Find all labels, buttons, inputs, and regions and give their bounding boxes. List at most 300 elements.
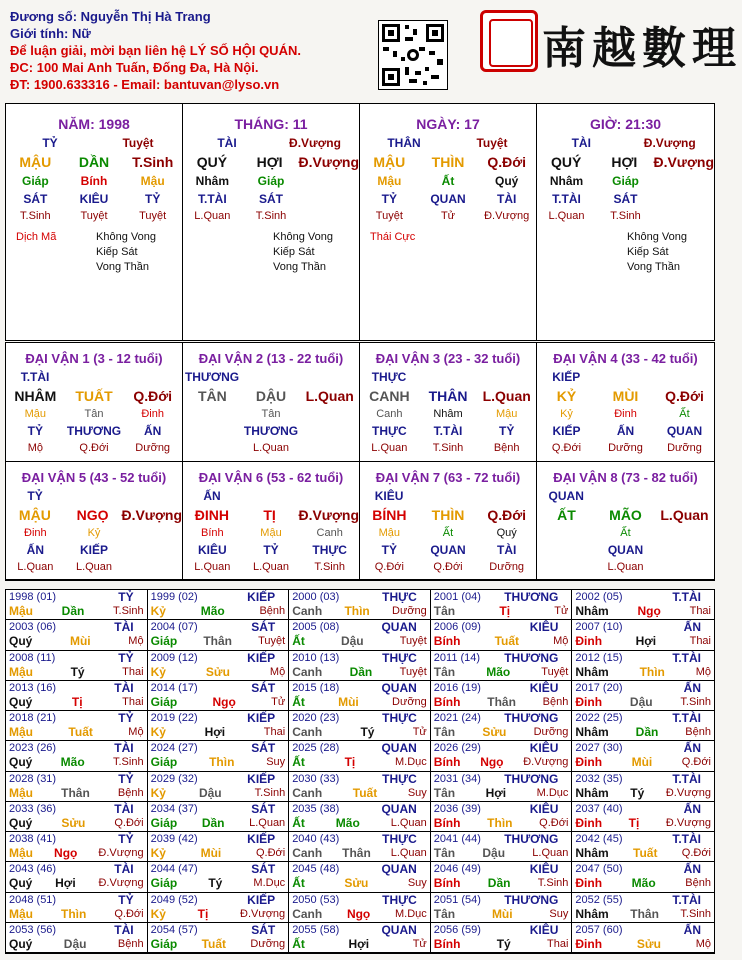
year-cell[interactable] <box>6 832 148 862</box>
year-stage: Đ.Vượng <box>240 907 286 920</box>
year-branch: Sửu <box>61 815 86 830</box>
year-cell[interactable] <box>431 590 573 620</box>
dai-van-hidden-stems-item: Canh <box>316 526 343 539</box>
year-stage: Mộ <box>269 665 286 678</box>
year-top <box>572 832 714 846</box>
pillar-star: THÂN <box>387 136 421 150</box>
year-bottom <box>289 846 430 860</box>
year-top <box>148 893 289 907</box>
year-bottom <box>6 786 147 800</box>
year-cell[interactable] <box>148 862 290 892</box>
year-top <box>6 711 147 725</box>
pillar-ten-gods-item: T.TÀI <box>552 192 581 206</box>
year-top <box>6 832 147 846</box>
year-cell[interactable] <box>148 772 290 802</box>
year-label: 2052 (55) <box>575 893 623 906</box>
year-stem: Quý <box>9 755 33 770</box>
year-cell[interactable] <box>6 862 148 892</box>
year-bottom <box>431 816 572 830</box>
year-cell[interactable] <box>6 711 148 741</box>
dai-van-stem-branch-item: L.Quan <box>482 388 531 404</box>
year-cell[interactable] <box>572 862 714 892</box>
dai-van-stem-branch <box>6 507 182 523</box>
year-stage: Đ.Vượng <box>665 786 711 799</box>
year-branch: Tuất <box>201 936 227 951</box>
pillar-top-row <box>537 136 714 150</box>
year-bottom <box>148 665 289 679</box>
dai-van-life-stages-item: Dưỡng <box>489 560 525 573</box>
dai-van-ten-gods <box>6 543 182 557</box>
dai-van-cell[interactable] <box>537 343 714 462</box>
dai-van-hidden-stems-item: Mậu <box>495 408 518 420</box>
year-label: 2040 (43) <box>292 833 340 845</box>
year-god: QUAN <box>381 741 417 756</box>
year-god: KIÊU <box>529 680 559 695</box>
year-stem: Mậu <box>9 725 33 739</box>
dai-van-stem-branch-item: DẬU <box>255 388 287 404</box>
dai-van-ten-gods-item: TỶ <box>499 424 515 438</box>
year-cell[interactable] <box>148 802 290 832</box>
year-branch: Thân <box>487 694 516 709</box>
year-cell[interactable] <box>6 802 148 832</box>
year-top <box>6 741 147 755</box>
pillar-hidden-stems-item: Quý <box>495 174 519 188</box>
year-top <box>148 923 289 937</box>
pillar-star: TÀI <box>217 136 237 150</box>
year-bottom <box>431 695 572 709</box>
year-stem: Mậu <box>9 906 33 921</box>
dai-van-cell[interactable] <box>537 462 714 581</box>
year-god: KIÊU <box>529 922 559 937</box>
year-god: KIẾP <box>247 590 276 604</box>
year-cell[interactable] <box>289 590 431 620</box>
year-stem: Đinh <box>575 694 603 709</box>
pillar-hidden-stems-item: Giáp <box>612 174 639 188</box>
dai-van-life-stages-item: Dưỡng <box>667 442 702 454</box>
dai-van-hidden-stems <box>6 527 182 539</box>
year-label: 2031 (34) <box>433 772 481 785</box>
year-cell[interactable] <box>431 620 573 650</box>
year-cell[interactable] <box>289 741 431 771</box>
year-bottom <box>572 816 714 830</box>
year-bottom <box>431 907 572 921</box>
dai-van-cell[interactable] <box>360 462 537 581</box>
year-stage: L.Quan <box>390 847 427 859</box>
year-god: THỰC <box>382 771 417 786</box>
year-label: 2012 (15) <box>575 651 623 664</box>
pillar-stem-branch <box>183 154 359 170</box>
year-top <box>431 620 572 634</box>
pillar-ten-gods <box>183 192 359 206</box>
dai-van-hidden-stems-item <box>300 408 359 420</box>
year-cell[interactable] <box>148 741 290 771</box>
year-bottom <box>6 634 147 648</box>
year-branch: Dần <box>61 604 85 618</box>
year-top <box>289 772 430 786</box>
year-cell[interactable] <box>6 681 148 711</box>
year-god: THỰC <box>382 832 417 846</box>
dai-van-cell[interactable] <box>183 343 360 462</box>
dai-van-top <box>360 489 536 503</box>
pillar-title: NĂM: 1998 <box>58 116 130 132</box>
year-bottom <box>431 604 572 618</box>
dai-van-life-stages-item: L.Quan <box>75 560 113 573</box>
year-cell[interactable] <box>289 802 431 832</box>
year-stage: Bệnh <box>117 937 144 950</box>
year-cell[interactable] <box>148 923 290 953</box>
year-cell[interactable] <box>289 681 431 711</box>
year-cell[interactable] <box>148 832 290 862</box>
year-stage: T.Sinh <box>113 756 144 769</box>
year-cell[interactable] <box>289 923 431 953</box>
year-label: 2050 (53) <box>292 893 340 906</box>
year-branch: Tị <box>344 755 356 770</box>
dai-van-title: ĐẠI VẬN 7 (63 - 72 tuổi) <box>375 469 521 485</box>
year-cell[interactable] <box>289 893 431 923</box>
pillar-ten-gods-item: KIÊU <box>79 192 109 206</box>
year-cell[interactable] <box>431 651 573 681</box>
year-stage: Suy <box>549 907 569 920</box>
dai-van-hidden-stems <box>360 527 536 539</box>
year-label: 2016 (19) <box>433 681 481 694</box>
pillar-life-stages <box>360 210 536 222</box>
dai-van-cell[interactable] <box>6 462 183 581</box>
year-bottom <box>289 907 430 921</box>
dai-van-hidden-stems <box>183 527 359 539</box>
dai-van-life-stages-item: Dưỡng <box>135 442 171 454</box>
dai-van-life-stages-item: T.Sinh <box>314 560 345 573</box>
year-cell[interactable] <box>6 923 148 953</box>
year-cell[interactable] <box>431 741 573 771</box>
year-cell[interactable] <box>289 651 431 681</box>
dai-van-hidden-stems <box>360 408 536 420</box>
year-bottom <box>431 725 572 739</box>
dai-van-ten-gods-item: TỶ <box>27 424 43 438</box>
year-stage: T.Sinh <box>680 695 711 708</box>
year-stem: Canh <box>292 846 323 860</box>
pillar-life-stages-item: T.Sinh <box>20 210 51 222</box>
year-cell[interactable] <box>431 832 573 862</box>
dai-van-life-stages-item <box>655 561 714 573</box>
dai-van-hidden-stems <box>6 408 182 420</box>
year-bottom <box>148 846 289 860</box>
dai-van-stem-branch <box>183 507 359 523</box>
year-cell[interactable] <box>572 802 714 832</box>
year-god: QUAN <box>381 922 417 937</box>
dai-van-life-stages-item: L.Quan <box>252 442 290 454</box>
pillar-stage: Đ.Vượng <box>289 136 341 150</box>
dai-van-hidden-stems-item: Đinh <box>141 408 164 420</box>
year-bottom <box>431 665 572 679</box>
year-bottom <box>572 755 714 769</box>
year-label: 2049 (52) <box>150 893 198 906</box>
pillar-life-stages-item: Tử <box>440 210 456 222</box>
year-branch: Tị <box>628 815 640 830</box>
gender: Giới tính: Nữ <box>10 26 91 41</box>
dai-van-ten-gods <box>6 424 182 438</box>
year-stem: Giáp <box>150 755 178 770</box>
year-bottom <box>6 937 147 951</box>
pillar-note: Vong Thần <box>627 261 681 273</box>
year-bottom <box>148 725 289 739</box>
year-god: QUAN <box>381 620 417 635</box>
dai-van-star: ẤN <box>203 488 221 503</box>
dai-van-hidden-stems-item: Ất <box>442 526 454 539</box>
year-god: TỶ <box>118 650 134 665</box>
year-cell[interactable] <box>289 832 431 862</box>
year-label: 2015 (18) <box>292 681 340 694</box>
year-branch: Tuất <box>633 846 658 860</box>
dai-van-top <box>537 489 714 503</box>
year-branch: Thìn <box>639 664 665 679</box>
year-cell[interactable] <box>572 590 714 620</box>
year-cell[interactable] <box>431 862 573 892</box>
year-god: QUAN <box>381 680 417 695</box>
year-cell[interactable] <box>572 832 714 862</box>
pillar-hidden-stems <box>6 174 182 188</box>
year-cell[interactable] <box>6 590 148 620</box>
pillar-cell <box>537 104 714 340</box>
year-branch: Tuất <box>352 785 378 800</box>
year-stem: Đinh <box>575 755 603 770</box>
year-label: 1999 (02) <box>150 591 198 603</box>
year-stage: L.Quan <box>390 816 427 829</box>
year-label: 2033 (36) <box>9 802 57 815</box>
pillar-stem-branch-item: QUÝ <box>196 154 228 170</box>
year-bottom <box>572 876 714 890</box>
dai-van-title: ĐẠI VẬN 2 (13 - 22 tuổi) <box>198 351 344 366</box>
year-bottom <box>6 725 147 739</box>
year-bottom <box>148 786 289 800</box>
year-cell[interactable] <box>431 893 573 923</box>
year-cell[interactable] <box>148 651 290 681</box>
year-top <box>289 893 430 907</box>
dai-van-ten-gods-item <box>123 543 182 557</box>
year-branch: Mùi <box>69 634 91 649</box>
year-branch: Ngọ <box>637 604 661 618</box>
dai-van-ten-gods-item: TỶ <box>263 542 279 557</box>
year-stage: Bệnh <box>685 726 711 738</box>
pillar-cell <box>6 104 183 340</box>
year-label: 2026 (29) <box>433 742 481 755</box>
year-label: 2055 (58) <box>292 923 340 936</box>
dai-van-ten-gods-item: THỰC <box>372 424 407 438</box>
year-label: 2043 (46) <box>9 863 57 876</box>
year-cell[interactable] <box>572 772 714 802</box>
pillar-hidden-stems-item: Giáp <box>22 174 49 188</box>
pillar-note: Kiếp Sát <box>627 246 669 258</box>
year-branch: Thân <box>203 634 232 649</box>
year-stage: Bệnh <box>542 695 569 708</box>
year-branch: Thân <box>630 906 659 921</box>
dai-van-stem-branch-item: TUẤT <box>75 388 113 404</box>
year-god: THƯƠNG <box>504 590 559 604</box>
year-label: 2056 (59) <box>433 923 481 936</box>
dai-van-stem-branch-item: Đ.Vượng <box>298 506 360 523</box>
year-bottom <box>6 876 147 890</box>
year-stage: Q.Đới <box>539 816 569 829</box>
year-cell[interactable] <box>289 711 431 741</box>
year-cell[interactable] <box>572 620 714 650</box>
year-top <box>572 590 714 604</box>
dai-van-hidden-stems-item <box>655 527 714 539</box>
dai-van-life-stages <box>360 561 536 573</box>
dai-van-stem-branch-item: Q.Đới <box>487 506 527 523</box>
dai-van-cell[interactable] <box>6 343 183 462</box>
dai-van-ten-gods-item: ẤN <box>26 542 44 557</box>
year-branch: Dần <box>201 815 225 830</box>
year-top <box>431 590 572 604</box>
pillar-ten-gods-item: SÁT <box>23 192 48 206</box>
year-branch: Tý <box>70 664 85 679</box>
year-cell[interactable] <box>431 923 573 953</box>
pillar-ten-gods-item: TỶ <box>145 192 161 206</box>
year-cell[interactable] <box>431 711 573 741</box>
pillar-stem-branch <box>537 154 714 170</box>
year-god: THỰC <box>382 711 417 725</box>
year-stage: L.Quan <box>532 847 569 859</box>
year-god: T.TÀI <box>672 650 701 665</box>
year-cell[interactable] <box>148 711 290 741</box>
pillar-hidden-stems <box>537 174 714 188</box>
year-top <box>431 832 572 846</box>
year-stage: Tử <box>554 605 569 617</box>
year-stage: Suy <box>407 877 427 890</box>
year-cell[interactable] <box>572 893 714 923</box>
year-label: 2025 (28) <box>292 742 340 755</box>
dai-van-life-stages <box>183 561 359 573</box>
year-stem: Nhâm <box>575 785 609 800</box>
year-cell[interactable] <box>148 590 290 620</box>
dai-van-ten-gods <box>537 543 714 557</box>
year-top <box>431 711 572 725</box>
year-cell[interactable] <box>572 711 714 741</box>
year-label: 2011 (14) <box>433 651 481 664</box>
pillar-hidden-stems <box>183 174 359 188</box>
dai-van-ten-gods-item: TÀI <box>497 542 517 557</box>
year-cell[interactable] <box>431 681 573 711</box>
pillar-life-stages-item <box>655 210 714 222</box>
year-label: 2021 (24) <box>433 712 481 724</box>
year-stem: Canh <box>292 906 323 921</box>
pillar-ten-gods-item: SÁT <box>613 192 638 206</box>
pillar-ten-gods-item: QUAN <box>430 192 466 206</box>
year-cell[interactable] <box>572 741 714 771</box>
year-label: 2028 (31) <box>9 772 57 785</box>
dai-van-top <box>6 370 182 384</box>
year-cell[interactable] <box>148 681 290 711</box>
dai-van-stem-branch-item: ẤT <box>557 506 576 523</box>
year-cell[interactable] <box>6 772 148 802</box>
pillar-life-stages-item: T.Sinh <box>255 210 287 222</box>
year-top <box>289 741 430 755</box>
year-god: T.TÀI <box>672 832 701 846</box>
dai-van-life-stages-item: L.Quan <box>371 442 408 454</box>
year-branch: Tuất <box>494 634 520 649</box>
year-cell[interactable] <box>6 651 148 681</box>
dai-van-life-stages <box>537 442 714 454</box>
year-bottom <box>148 634 289 648</box>
year-stem: Quý <box>9 936 33 951</box>
pillar-ten-gods-item <box>300 192 359 206</box>
year-branch: Dậu <box>629 694 653 709</box>
year-branch: Hợi <box>55 876 76 891</box>
year-god: T.TÀI <box>672 711 701 725</box>
year-bottom <box>572 634 714 648</box>
pillar-hidden-stems-item: Giáp <box>257 174 285 188</box>
year-bottom <box>6 665 147 679</box>
year-cell[interactable] <box>572 681 714 711</box>
year-cell[interactable] <box>6 893 148 923</box>
year-label: 2053 (56) <box>9 923 57 936</box>
dai-van-grid <box>5 342 715 581</box>
year-cell[interactable] <box>431 802 573 832</box>
year-branch: Tị <box>197 906 209 921</box>
year-god: KIÊU <box>529 741 559 756</box>
year-top <box>6 923 147 937</box>
year-label: 2042 (45) <box>575 833 623 845</box>
pillar-stem-branch-item: T.Sinh <box>132 154 174 170</box>
dai-van-stem-branch-item: ĐINH <box>194 506 229 523</box>
year-cell[interactable] <box>289 620 431 650</box>
year-cell[interactable] <box>572 923 714 953</box>
dai-van-cell[interactable] <box>183 462 360 581</box>
year-bottom <box>572 725 714 739</box>
logo-text: 南越數理 <box>542 23 742 74</box>
dai-van-ten-gods-item: QUAN <box>666 424 703 438</box>
year-stage: Suy <box>407 786 427 799</box>
year-label: 2002 (05) <box>575 591 623 603</box>
dai-van-life-stages-item: L.Quan <box>17 560 54 573</box>
dai-van-top <box>360 370 536 384</box>
pillar-note: Kiếp Sát <box>273 246 315 258</box>
year-stage: L.Quan <box>249 816 286 829</box>
year-cell[interactable] <box>431 772 573 802</box>
year-stem: Giáp <box>150 634 178 649</box>
year-cell[interactable] <box>6 620 148 650</box>
year-stage: M.Dục <box>253 877 286 890</box>
year-stage: Bệnh <box>117 786 144 799</box>
dai-van-top <box>183 489 359 503</box>
year-cell[interactable] <box>148 893 290 923</box>
year-stage: Q.Đới <box>255 847 286 859</box>
year-cell[interactable] <box>572 651 714 681</box>
year-top <box>572 681 714 695</box>
year-label: 2041 (44) <box>433 833 481 845</box>
dai-van-ten-gods-item: THƯƠNG <box>66 424 122 438</box>
year-cell[interactable] <box>289 772 431 802</box>
year-stage: Mộ <box>128 635 144 648</box>
year-top <box>6 862 147 876</box>
year-cell[interactable] <box>148 620 290 650</box>
dai-van-life-stages-item: Mộ <box>27 442 43 454</box>
dai-van-ten-gods-item: KIẾP <box>552 424 581 438</box>
dai-van-hidden-stems-item: Mậu <box>260 526 282 539</box>
year-cell[interactable] <box>289 862 431 892</box>
dai-van-cell[interactable] <box>360 343 537 462</box>
year-cell[interactable] <box>6 741 148 771</box>
dai-van-ten-gods-item: ẤN <box>144 424 162 438</box>
year-label: 2036 (39) <box>433 802 481 815</box>
dai-van-star: KIẾP <box>552 370 581 384</box>
year-god: KIẾP <box>247 832 276 846</box>
dai-van-stem-branch-item: CANH <box>369 388 410 404</box>
pillar-ten-gods <box>537 192 714 206</box>
year-stage: M.Dục <box>395 907 427 920</box>
year-god: T.TÀI <box>672 892 701 907</box>
year-stem: Quý <box>9 815 33 830</box>
dai-van-title: ĐẠI VẬN 3 (23 - 32 tuổi) <box>375 351 521 366</box>
